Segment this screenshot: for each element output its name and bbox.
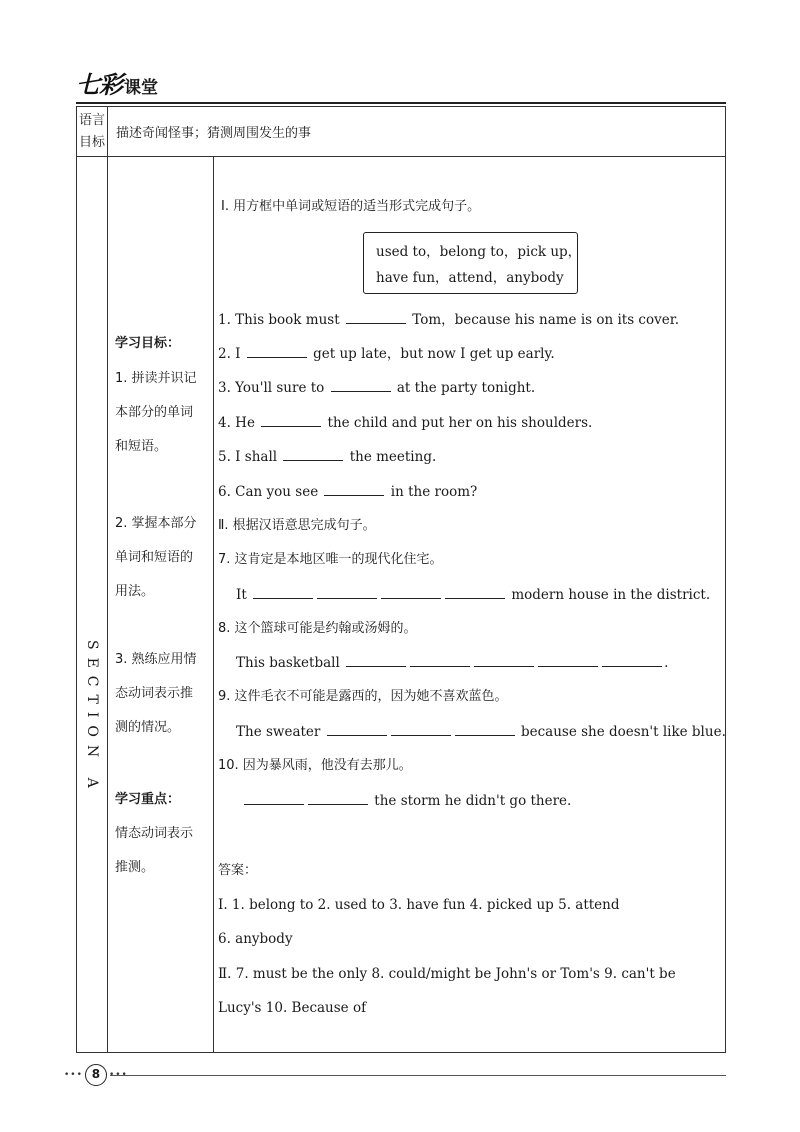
language-goal-text: 描述奇闻怪事；猜测周围发生的事 xyxy=(108,107,726,157)
focus-line-1: 情态动词表示 xyxy=(115,826,194,841)
word-box-line-1: used to，belong to，pick up， xyxy=(376,244,582,260)
header-rule xyxy=(76,102,726,104)
exercise-column xyxy=(214,157,726,1053)
objective-3-line-3: 测的情况。 xyxy=(115,720,181,735)
question-4: 4. He the child and put her on his shoulders. xyxy=(218,415,593,431)
objective-1-line-3: 和短语。 xyxy=(115,439,168,454)
word-box xyxy=(363,232,582,294)
question-8: This basketball . xyxy=(236,655,669,671)
dots-left: ••• xyxy=(64,1070,83,1080)
objectives-column xyxy=(108,157,214,1053)
answers-line-2: 6. anybody xyxy=(218,931,293,947)
answers-line-3: Ⅱ. 7. must be the only 8. could/might be John's or Tom's 9. can't be xyxy=(218,966,676,982)
answers-line-1: Ⅰ. 1. belong to 2. used to 3. have fun 4. picked up 5. attend xyxy=(218,897,620,913)
objective-2-line-1: 2. 掌握本部分 xyxy=(115,516,197,531)
word-box-line-2: have fun，attend，anybody xyxy=(376,270,564,286)
objective-3-line-1: 3. 熟练应用情 xyxy=(115,652,197,667)
section-cell xyxy=(77,157,108,1053)
question-7-prompt: 7. 这肯定是本地区唯一的现代化住宅。 xyxy=(218,552,443,567)
focus-title: 学习重点： xyxy=(115,792,181,807)
question-9-prompt: 9. 这件毛衣不可能是露西的，因为她不喜欢蓝色。 xyxy=(218,689,508,704)
label-line-2: 目标 xyxy=(78,135,105,150)
question-10: the storm he didn't go there. xyxy=(242,791,571,811)
objective-3-line-2: 态动词表示推 xyxy=(115,686,194,701)
answers-line-4: Lucy's 10. Because of xyxy=(218,1000,367,1016)
objective-2-line-2: 单词和短语的 xyxy=(115,550,194,565)
publisher-logo xyxy=(76,70,158,100)
question-8-prompt: 8. 这个篮球可能是约翰或汤姆的。 xyxy=(218,621,417,636)
question-5: 5. I shall the meeting. xyxy=(218,449,437,465)
part2-title: Ⅱ. 根据汉语意思完成句子。 xyxy=(218,518,376,533)
dots-right: ••• xyxy=(108,1070,128,1080)
label-line-1: 语言 xyxy=(78,113,105,128)
part1-title: Ⅰ. 用方框中单词或短语的适当形式完成句子。 xyxy=(221,199,481,214)
question-7: It modern house in the district. xyxy=(236,587,711,603)
answers-title: 答案： xyxy=(218,863,258,878)
question-10-prompt: 10. 因为暴风雨，他没有去那儿。 xyxy=(218,758,412,773)
lesson-table xyxy=(76,106,726,1053)
section-label: SECTION A xyxy=(84,639,100,796)
objective-1-line-2: 本部分的单词 xyxy=(115,405,194,420)
logo-brush-text: 七彩 xyxy=(76,70,122,99)
question-3: 3. You'll sure to at the party tonight. xyxy=(218,380,536,396)
question-6: 6. Can you see in the room? xyxy=(218,484,478,500)
question-9: The sweater because she doesn't like blue. xyxy=(236,724,726,740)
language-goal-label xyxy=(77,107,108,157)
question-2: 2. I get up late，but now I get up early. xyxy=(218,346,555,362)
objective-2-line-3: 用法。 xyxy=(115,584,155,599)
objectives-title: 学习目标： xyxy=(115,336,181,351)
focus-line-2: 推测。 xyxy=(115,860,155,875)
objective-1-line-1: 1. 拼读并识记 xyxy=(115,371,197,386)
logo-text: 课堂 xyxy=(124,78,158,98)
footer-rule xyxy=(110,1075,726,1076)
page-number: 8 xyxy=(85,1064,107,1086)
question-1: 1. This book must Tom，because his name is on its cover. xyxy=(218,312,679,328)
